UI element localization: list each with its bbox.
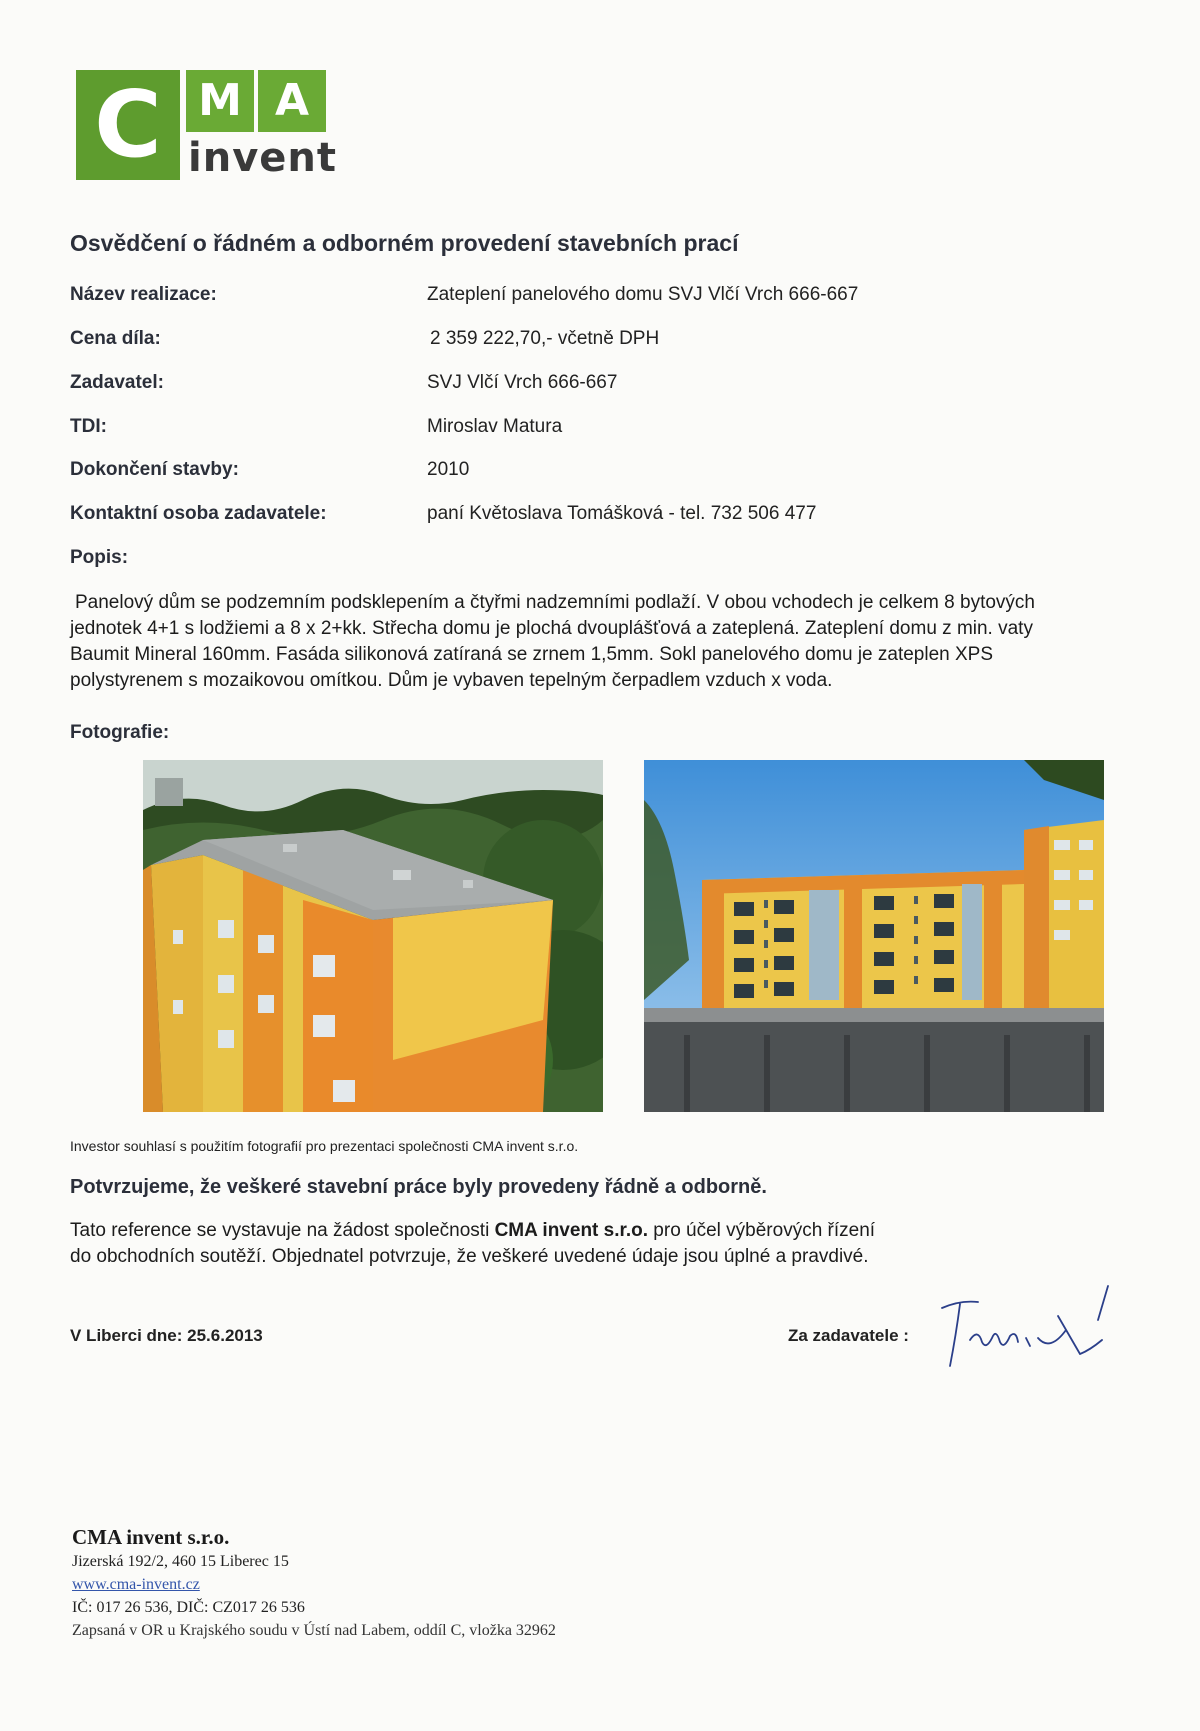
info-row-price [70, 328, 1150, 354]
footer-company-name: CMA invent s.r.o. [72, 1525, 230, 1549]
info-label: Kontaktní osoba zadavatele: [70, 503, 327, 524]
logo-tile-a: A [258, 70, 326, 132]
footer-ids: IČ: 017 26 536, DIČ: CZ017 26 536 [72, 1599, 305, 1616]
cma-invent-logo [76, 70, 337, 181]
info-label: TDI: [70, 416, 107, 437]
info-value: 2010 [427, 459, 470, 480]
footer-website-link[interactable]: www.cma-invent.cz [72, 1576, 200, 1593]
info-label: Cena díla: [70, 328, 161, 349]
logo-tile-c: C [76, 70, 180, 180]
company-footer [72, 1524, 556, 1642]
info-label: Dokončení stavby: [70, 459, 239, 480]
description-label: Popis: [70, 547, 129, 568]
issue-date: V Liberci dne: 25.6.2013 [70, 1326, 263, 1345]
description-line: Baumit Mineral 160mm. Fasáda silikonová zatíraná se zrnem 1,5mm. Sokl panelového domu je zateplen XPS [70, 644, 994, 665]
document-title: Osvědčení o řádném a odborném provedení stavebních prací [70, 230, 739, 256]
reference-part-2: pro účel výběrových řízení [648, 1220, 876, 1241]
reference-line-2: do obchodních soutěží. Objednatel potvrzuje, že veškeré uvedené údaje jsou úplné a pravdivé. [70, 1246, 869, 1267]
logo-tile-m: M [186, 70, 254, 132]
info-label: Název realizace: [70, 284, 217, 305]
description-line: jednotek 4+1 s lodžiemi a 8 x 2+kk. Střecha domu je plochá dvouplášťová a zateplená. Zateplení domu z min. vaty [70, 618, 1033, 639]
info-row-realization [70, 284, 1150, 310]
confirmation-heading: Potvrzujeme, že veškeré stavební práce byly provedeny řádně a odborně. [70, 1176, 767, 1198]
info-row-completion [70, 459, 1150, 485]
info-value: 2 359 222,70,- včetně DPH [430, 328, 660, 349]
reference-company: CMA invent s.r.o. [494, 1220, 649, 1241]
description-text [70, 590, 1120, 694]
info-row-client [70, 372, 1150, 398]
photos-label: Fotografie: [70, 722, 170, 743]
info-value: Miroslav Matura [427, 416, 563, 437]
info-row-tdi [70, 416, 1150, 442]
info-value: paní Květoslava Tomášková - tel. 732 506 477 [427, 503, 817, 524]
footer-address: Jizerská 192/2, 460 15 Liberec 15 [72, 1553, 289, 1570]
building-photo-front [644, 760, 1104, 1112]
description-line: Panelový dům se podzemním podsklepením a čtyřmi nadzemními podlaží. V obou vchodech je celkem 8 bytových [75, 592, 1035, 613]
logo-word: invent [188, 135, 337, 181]
reference-text [70, 1218, 1070, 1270]
reference-line-1 [70, 1218, 1070, 1244]
reference-part-1: Tato reference se vystavuje na žádost společnosti [70, 1220, 495, 1241]
client-signature-label: Za zadavatele : [788, 1326, 909, 1345]
photo-caption: Investor souhlasí s použitím fotografií pro prezentaci společnosti CMA invent s.r.o. [70, 1138, 579, 1154]
info-row-contact [70, 503, 1150, 529]
description-line: polystyrenem s mozaikovou omítkou. Dům je vybaven tepelným čerpadlem vzduch x voda. [70, 670, 833, 691]
footer-registry: Zapsaná v OR u Krajského soudu v Ústí nad Labem, oddíl C, vložka 32962 [72, 1622, 556, 1639]
info-value: SVJ Vlčí Vrch 666-667 [427, 372, 618, 393]
building-photo-aerial [143, 760, 603, 1112]
handwritten-signature [930, 1280, 1120, 1370]
info-value: Zateplení panelového domu SVJ Vlčí Vrch 666-667 [427, 284, 859, 305]
info-label: Zadavatel: [70, 372, 164, 393]
